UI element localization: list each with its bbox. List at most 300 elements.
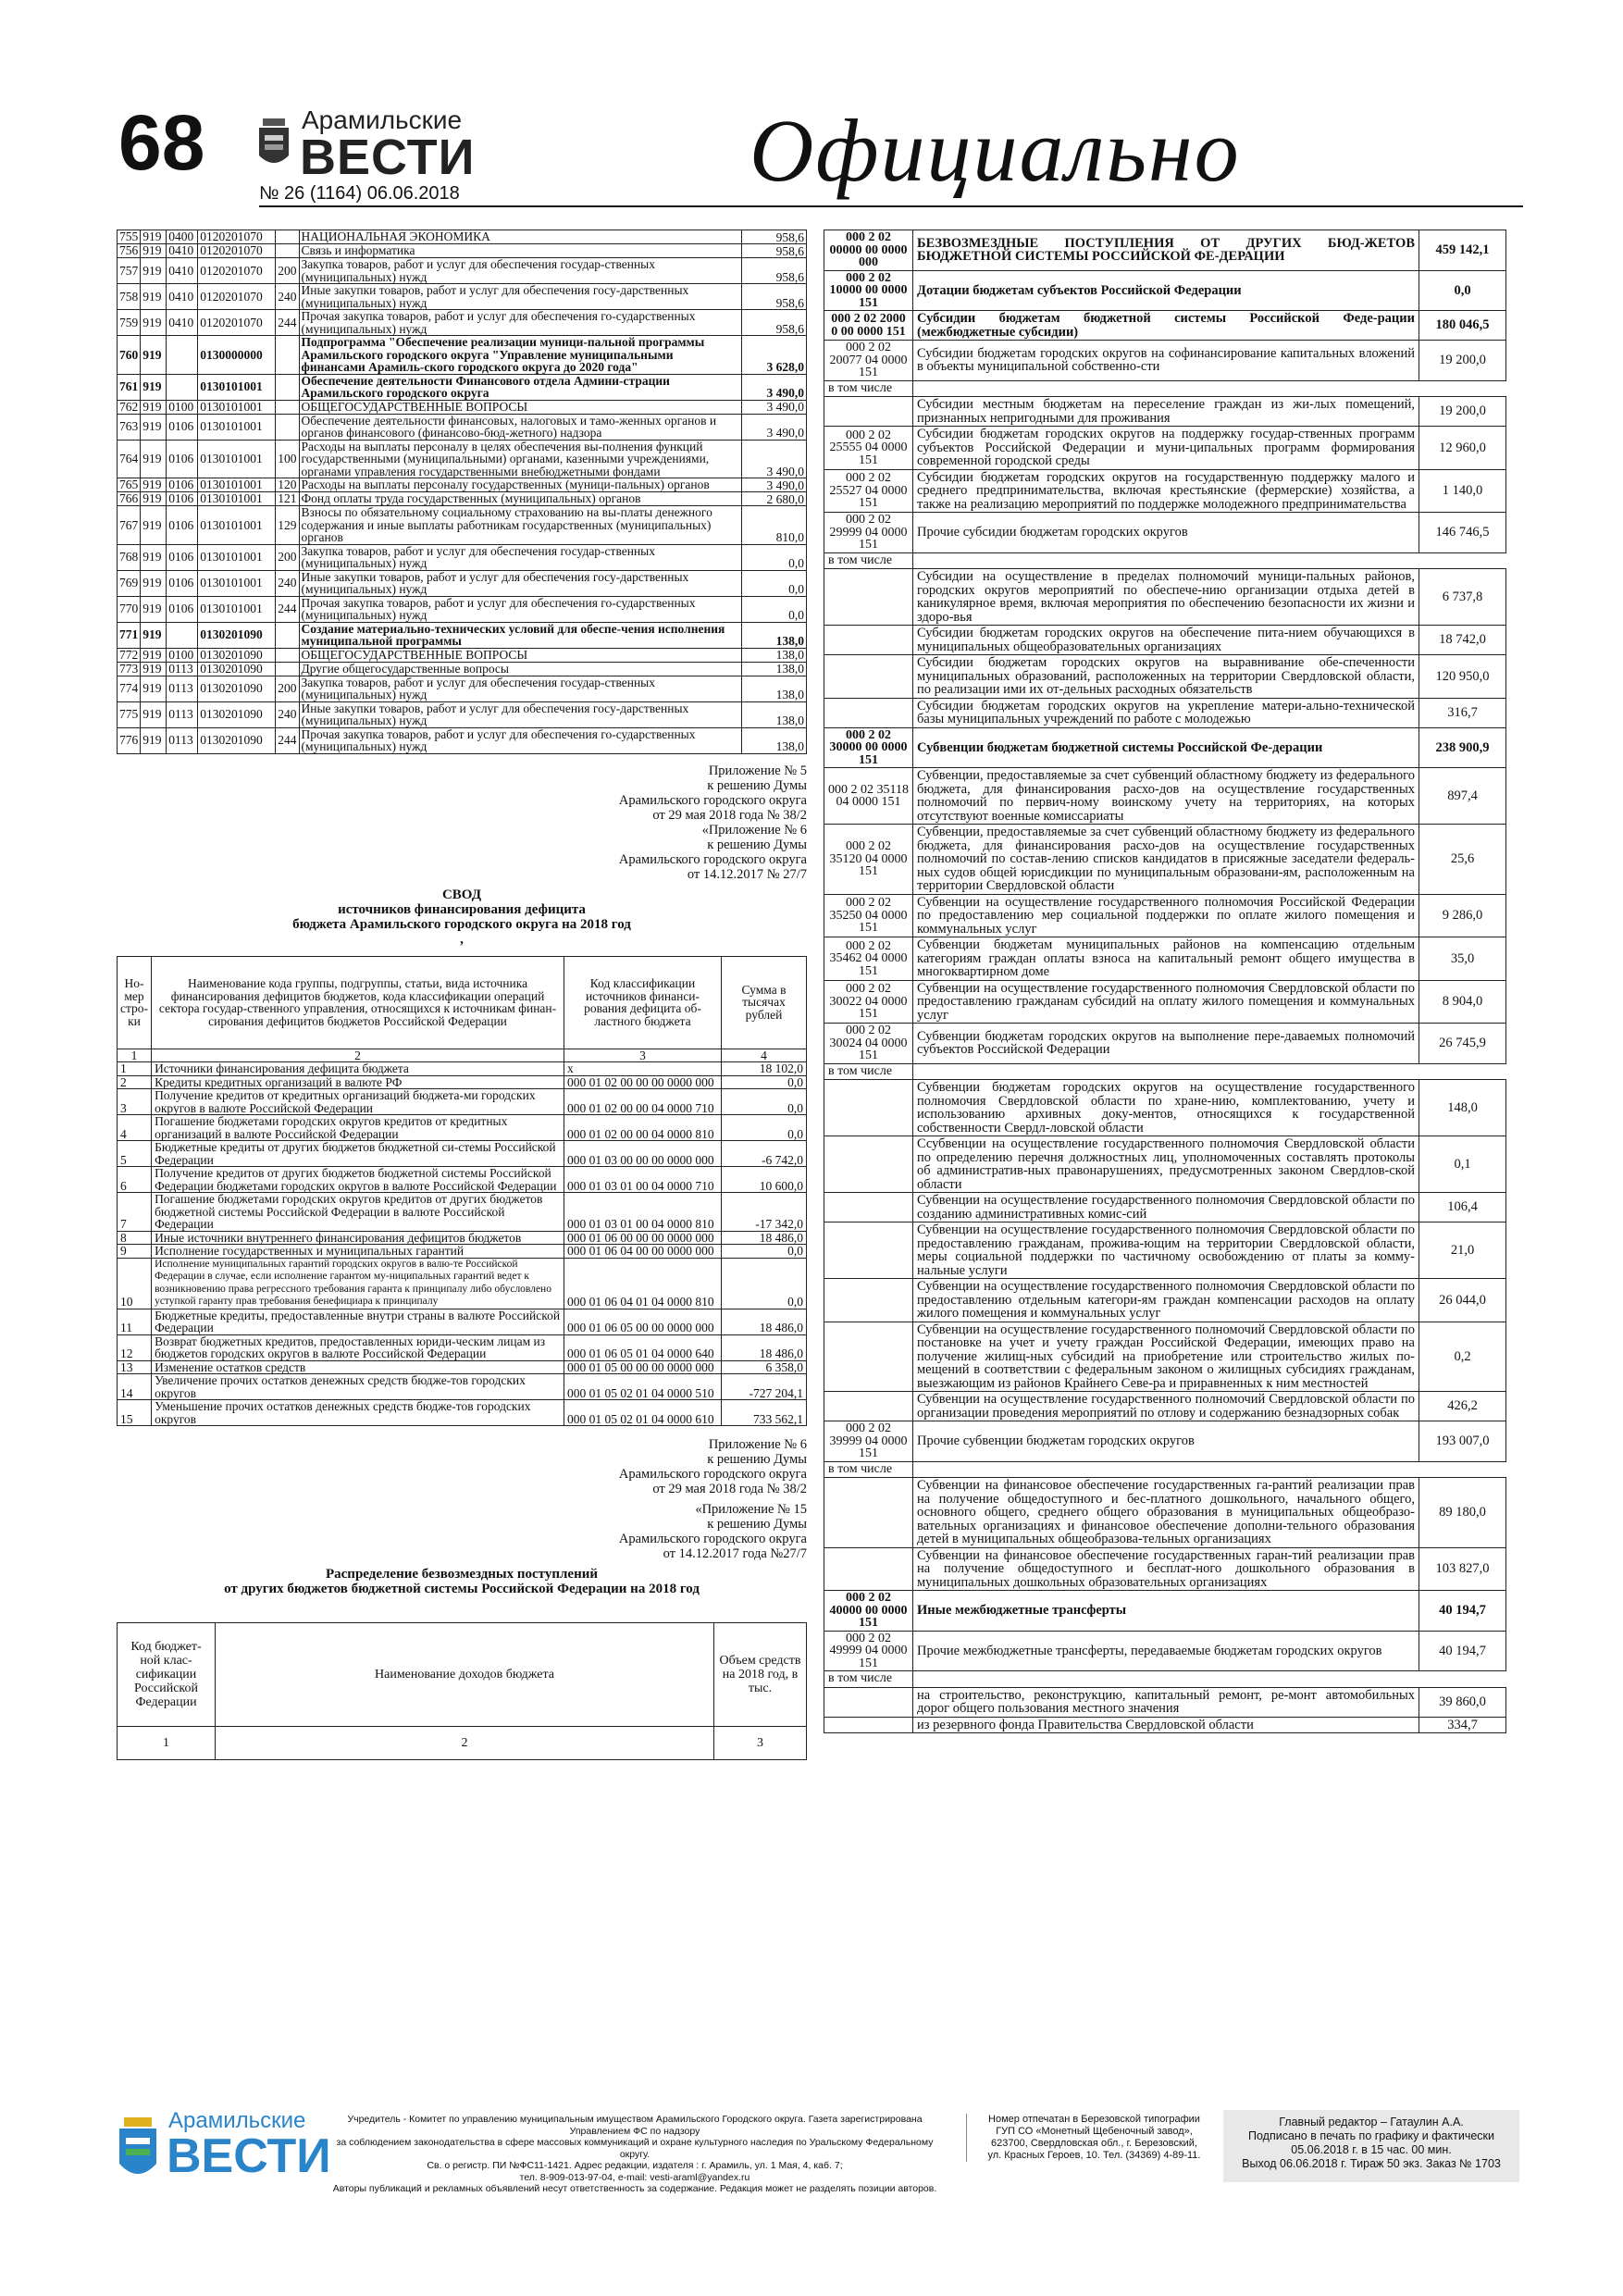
source-code: 000 01 06 05 00 00 0000 000 <box>564 1309 722 1334</box>
note-line: Приложение № 6 <box>708 1437 807 1452</box>
source-name: Получение кредитов от кредитных организаций бюджета-ми городских округов в валюте Российской Федерации <box>152 1089 564 1115</box>
amount: 18 486,0 <box>722 1309 807 1334</box>
title-line: Распределение безвозмездных поступлений <box>325 1567 599 1582</box>
budget-code <box>824 1687 913 1717</box>
amount: 39 860,0 <box>1419 1687 1506 1717</box>
target-code: 0130101001 <box>198 400 276 414</box>
table-row <box>824 698 1506 727</box>
expense-type: 244 <box>276 596 299 622</box>
info-line: Подписано в печать по графику и фактически <box>1248 2129 1494 2142</box>
table-row <box>118 336 807 375</box>
info-line: Учредитель - Комитет по управлению муниципальным имуществом Арамильского Городского округа. Газета зарегистрирована Управлением ФС по надзору <box>347 2114 923 2137</box>
budget-code <box>824 1478 913 1548</box>
target-code: 0130201090 <box>198 662 276 676</box>
table-row <box>118 440 807 478</box>
table-row <box>824 1671 1506 1688</box>
target-code: 0130101001 <box>198 440 276 478</box>
table-row <box>824 1024 1506 1064</box>
row-number: 13 <box>118 1360 152 1374</box>
budget-code: 000 2 02 30022 04 0000 151 <box>824 980 913 1024</box>
table-row <box>824 569 1506 626</box>
expense-type: 129 <box>276 506 299 545</box>
footer-logo-line1: Арамильские <box>168 2108 306 2133</box>
budget-code: 000 2 02 25555 04 0000 151 <box>824 427 913 470</box>
table-row <box>824 1080 1506 1136</box>
amount: 19 200,0 <box>1419 397 1506 427</box>
row-number: 9 <box>118 1245 152 1259</box>
budget-code <box>824 1279 913 1322</box>
item-name: Расходы на выплаты персоналу государственных (муници-пальных) органов <box>299 478 742 492</box>
item-name: Иные закупки товаров, работ и услуг для обеспечения госу-дарственных (муниципальных) нужд <box>299 570 742 596</box>
amount: -17 342,0 <box>722 1193 807 1232</box>
budget-code: 000 2 02 00000 00 0000 000 <box>824 230 913 271</box>
col-index: 2 <box>216 1727 714 1760</box>
income-name: Субвенции на финансовое обеспечение государственных гаран-тий реализации прав на получение общедоступного и бесплат-ного дошкольного образования в муниципальных дошкольных образовательных организациях <box>913 1547 1419 1591</box>
note-line: к решению Думы <box>707 837 807 852</box>
budget-code <box>824 569 913 626</box>
info-line: тел. 8-909-013-97-04, e-mail: vesti-araml@yandex.ru <box>519 2171 750 2183</box>
row-number: 760 <box>118 336 141 375</box>
item-name: Закупка товаров, работ и услуг для обеспечения государ-ственных (муниципальных) нужд <box>299 544 742 570</box>
table-row <box>118 570 807 596</box>
info-line: 05.06.2018 г. в 15 час. 00 мин. <box>1291 2143 1452 2156</box>
empty-cell <box>913 1063 1506 1080</box>
issue-number: № 26 (1164) 06.06.2018 <box>259 183 460 204</box>
empty-cell <box>913 1671 1506 1688</box>
coat-of-arms-icon <box>255 115 292 172</box>
ministry-code: 919 <box>141 310 167 336</box>
row-number: 4 <box>118 1115 152 1141</box>
budget-code: 000 2 02 35250 04 0000 151 <box>824 894 913 937</box>
amount: 238 900,9 <box>1419 727 1506 768</box>
table-row <box>824 427 1506 470</box>
item-name: Иные закупки товаров, работ и услуг для обеспечения госу-дарственных (муниципальных) нужд <box>299 701 742 727</box>
income-name: Субсидии на осуществление в пределах полномочий муници-пальных районов, городских округов мероприятий по обеспече-нию организации отдыха детей в каникулярное время, включая мероприятия по обеспечению безопасности их жизни и здоро-вья <box>913 569 1419 626</box>
budget-code: 000 2 02 29999 04 0000 151 <box>824 513 913 553</box>
section-code: 0106 <box>167 492 198 506</box>
col-index: 1 <box>118 1049 152 1062</box>
deficit-sources-table <box>117 956 807 1427</box>
amount: 0,0 <box>722 1089 807 1115</box>
section-code: 0106 <box>167 544 198 570</box>
title-line: СВОД <box>441 887 482 902</box>
amount: 12 960,0 <box>1419 427 1506 470</box>
source-name: Увеличение прочих остатков денежных средств бюдже-тов городских округов <box>152 1374 564 1400</box>
table-row <box>824 341 1506 381</box>
budget-code <box>824 1193 913 1222</box>
col-header: Код бюджет-ной клас-сификации Российской Федерации <box>118 1623 216 1727</box>
row-number: 757 <box>118 258 141 284</box>
source-code: 000 01 06 04 00 00 0000 000 <box>564 1245 722 1259</box>
row-number: 775 <box>118 701 141 727</box>
target-code: 0130101001 <box>198 544 276 570</box>
table-row <box>824 552 1506 569</box>
income-name: Субвенции на осуществление государственного полномочия Свердловской области по предоставлению гражданам, прожива-ющим на территории Свердловской области, меры социальной поддержки по частичному освобождению от платы за комму-нальные услуги <box>913 1222 1419 1279</box>
table-row <box>824 1136 1506 1193</box>
amount: 40 194,7 <box>1419 1631 1506 1671</box>
source-name: Изменение остатков средств <box>152 1360 564 1374</box>
subheading: в том числе <box>824 1671 913 1688</box>
table-row <box>824 1631 1506 1671</box>
budget-code: 000 2 02 20077 04 0000 151 <box>824 341 913 381</box>
table-row <box>118 1245 807 1259</box>
row-number: 776 <box>118 727 141 753</box>
logo-line1: Арамильские <box>302 105 463 134</box>
table-row <box>824 894 1506 937</box>
budget-code: 000 2 02 30000 00 0000 151 <box>824 727 913 768</box>
logo-line2: ВЕСТИ <box>300 130 476 185</box>
amount: 958,6 <box>742 258 807 284</box>
ministry-code: 919 <box>141 701 167 727</box>
source-name: Исполнение муниципальных гарантий городских округов в валю-те Российской Федерации в случае, если исполнение гарантом му-ниципальных гарантий ведет к возникновению права регрессного требования гаранта к принципалу либо обусловлено уступкой гаранту прав требования бенефициара к принципалу <box>152 1258 564 1309</box>
info-line: Номер отпечатан в Березовской типографии <box>988 2114 1200 2125</box>
budget-code <box>824 1392 913 1421</box>
amount: 138,0 <box>742 701 807 727</box>
table-row <box>118 596 807 622</box>
amount: 3 490,0 <box>742 414 807 440</box>
footer-logo-line2: ВЕСТИ <box>167 2129 331 2183</box>
item-name: ОБЩЕГОСУДАРСТВЕННЫЕ ВОПРОСЫ <box>299 400 742 414</box>
item-name: Обеспечение деятельности финансовых, налоговых и тамо-женных органов и органов финансового (финансово-бюд-жетного) надзора <box>299 414 742 440</box>
info-line: ул. Красных Героев, 10. Тел. (34369) 4-89-11. <box>987 2150 1201 2161</box>
row-number: 761 <box>118 374 141 400</box>
table-row <box>824 1193 1506 1222</box>
target-code: 0120201070 <box>198 258 276 284</box>
item-name: Подпрограмма "Обеспечение реализации муници-пальной программы Арамильского городского округа "Управление муниципальными финансами Арамиль-ского городского округа до 2020 года" <box>299 336 742 375</box>
income-name: Субвенции бюджетам городских округов на осуществление государственного полномочия Свердловской области по хране-нию, комплектованию, учету и использованию архивных доку-ментов, относящихся к государственной собственности Свердл-ловской области <box>913 1080 1419 1136</box>
row-number: 758 <box>118 284 141 310</box>
info-line: Св. о регистр. ПИ №ФС11-1421. Адрес редакции, издателя : г. Арамиль, ул. 1 Мая, 4, каб. 7; <box>427 2160 843 2171</box>
amount: 3 490,0 <box>742 374 807 400</box>
ministry-code: 919 <box>141 478 167 492</box>
source-name: Получение кредитов от других бюджетов бюджетной системы Российской Федерации бюджетами городских округов в валюте Российской Федерации <box>152 1167 564 1193</box>
table-row <box>824 1547 1506 1591</box>
amount: 0,0 <box>722 1258 807 1309</box>
income-name: Субвенции на осуществление государственного полномочия Свердловской области по предоставлению отдельным категори-ям граждан компенсации расходов на оплату жилого помещения и коммунальных услуг <box>913 1279 1419 1322</box>
budget-code <box>824 1222 913 1279</box>
source-name: Возврат бюджетных кредитов, предоставленных юриди-ческим лицам из бюджетов городских округов в валюте Российской Федерации <box>152 1334 564 1360</box>
svod-title <box>117 887 807 947</box>
amount: 426,2 <box>1419 1392 1506 1421</box>
target-code: 0130201090 <box>198 622 276 648</box>
table-row <box>824 1687 1506 1717</box>
row-number: 7 <box>118 1193 152 1232</box>
table-row <box>824 1322 1506 1392</box>
table-row <box>824 1478 1506 1548</box>
note-line: от 29 мая 2018 года № 38/2 <box>652 1482 807 1496</box>
section-code: 0113 <box>167 701 198 727</box>
info-line: ГУП СО «Монетный Щебеночный завод», <box>996 2126 1193 2137</box>
target-code: 0130101001 <box>198 492 276 506</box>
left-column <box>117 230 807 1760</box>
row-number: 763 <box>118 414 141 440</box>
amount: 0,0 <box>1419 270 1506 311</box>
amount: 897,4 <box>1419 768 1506 825</box>
amount: 958,6 <box>742 244 807 258</box>
row-number: 12 <box>118 1334 152 1360</box>
ministry-code: 919 <box>141 374 167 400</box>
amount: 103 827,0 <box>1419 1547 1506 1591</box>
table-row <box>118 1141 807 1167</box>
amount: 26 745,9 <box>1419 1024 1506 1064</box>
target-code: 0130101001 <box>198 570 276 596</box>
budget-code: 000 2 02 35462 04 0000 151 <box>824 937 913 981</box>
section-code: 0106 <box>167 506 198 545</box>
table-row <box>118 506 807 545</box>
note-line: Арамильского городского округа <box>618 792 807 808</box>
expense-type: 200 <box>276 544 299 570</box>
income-name: Прочие межбюджетные трансферты, передаваемые бюджетам городских округов <box>913 1631 1419 1671</box>
page-number: 68 <box>118 99 205 186</box>
target-code: 0120201070 <box>198 244 276 258</box>
target-code: 0130000000 <box>198 336 276 375</box>
source-code: 000 01 02 00 00 04 0000 810 <box>564 1115 722 1141</box>
section-code: 0100 <box>167 648 198 662</box>
table-row <box>824 397 1506 427</box>
income-name: Субвенции бюджетам городских округов на выполнение пере-даваемых полномочий субъектов Российской Федерации <box>913 1024 1419 1064</box>
income-name: Иные межбюджетные трансферты <box>913 1591 1419 1632</box>
budget-code <box>824 1080 913 1136</box>
amount: 9 286,0 <box>1419 894 1506 937</box>
income-name: Субсидии бюджетам городских округов на софинансирование капитальных вложений в объекты муниципальной собственно-сти <box>913 341 1419 381</box>
amount: 26 044,0 <box>1419 1279 1506 1322</box>
target-code: 0130101001 <box>198 374 276 400</box>
income-name: Субвенции на осуществление государственного полномочий Свердловской области по постановке на учет и учету граждан Российской Федерации, имеющих право на получение жилищ-ных субсидий на приобретение или строительство жилых по-мещений в соответствии с федеральным законом о жилищных субсидиях гражданам, выезжающим из районов Крайнего Севе-ра и приравненных к ним местностей <box>913 1322 1419 1392</box>
row-number: 769 <box>118 570 141 596</box>
header-rule <box>259 205 1523 207</box>
budget-code: 000 2 02 10000 00 0000 151 <box>824 270 913 311</box>
section-code <box>167 374 198 400</box>
source-name: Иные источники внутреннего финансирования дефицитов бюджетов <box>152 1231 564 1245</box>
amount: 0,0 <box>722 1245 807 1259</box>
ministry-code: 919 <box>141 258 167 284</box>
table-row <box>118 1258 807 1309</box>
section-code: 0106 <box>167 570 198 596</box>
info-line: 623700, Свердловская обл., г. Березовский, <box>991 2138 1197 2149</box>
table-row <box>118 676 807 701</box>
expense-type <box>276 230 299 244</box>
item-name: Обеспечение деятельности Финансового отдела Админи-страции Арамильского городского округа <box>299 374 742 400</box>
table-row <box>824 1717 1506 1733</box>
expense-type <box>276 622 299 648</box>
amount: 138,0 <box>742 662 807 676</box>
ministry-code: 919 <box>141 400 167 414</box>
amount: 10 600,0 <box>722 1167 807 1193</box>
income-name: Субсидии бюджетам городских округов на государственную поддержку малого и среднего предпринимательства, включая крестьянские (фермерские) хозяйства, а также на реализацию мероприятий по поддержке молодежного предпринимательства <box>913 469 1419 513</box>
row-number: 772 <box>118 648 141 662</box>
source-code: 000 01 05 02 01 04 0000 610 <box>564 1400 722 1426</box>
target-code: 0130101001 <box>198 414 276 440</box>
expense-type: 244 <box>276 310 299 336</box>
ministry-code: 919 <box>141 414 167 440</box>
table-row <box>118 1062 807 1076</box>
income-name: из резервного фонда Правительства Свердловской области <box>913 1717 1419 1733</box>
expense-type <box>276 414 299 440</box>
amount: 0,1 <box>1419 1136 1506 1193</box>
note-line: от 29 мая 2018 года № 38/2 <box>652 807 807 823</box>
expense-type: 100 <box>276 440 299 478</box>
col-index: 2 <box>152 1049 564 1062</box>
col-header: Объем средств на 2018 год, в тыс. <box>714 1623 807 1727</box>
subheading: в том числе <box>824 380 913 397</box>
source-code: 000 01 05 02 01 04 0000 510 <box>564 1374 722 1400</box>
title-line: бюджета Арамильского городского округа на 2018 год <box>292 916 631 932</box>
amount: 6 737,8 <box>1419 569 1506 626</box>
item-name: Прочая закупка товаров, работ и услуг для обеспечения го-сударственных (муниципальных) нужд <box>299 310 742 336</box>
info-line: Авторы публикаций и рекламных объявлений несут ответственность за содержание. Редакция может не разделять позиции авторов. <box>332 2183 937 2194</box>
source-code: 000 01 06 00 00 00 0000 000 <box>564 1231 722 1245</box>
item-name: Создание материально-технических условий для обеспе-чения исполнения муниципальной программы <box>299 622 742 648</box>
item-name: Связь и информатика <box>299 244 742 258</box>
right-column <box>824 230 1506 1733</box>
ministry-code: 919 <box>141 727 167 753</box>
section-code: 0410 <box>167 244 198 258</box>
section-code <box>167 622 198 648</box>
expense-type: 120 <box>276 478 299 492</box>
transfers-table <box>824 230 1506 1733</box>
table-row <box>118 492 807 506</box>
masthead-logo <box>255 105 477 185</box>
ministry-code: 919 <box>141 440 167 478</box>
budget-code: 000 2 02 35118 04 0000 151 <box>824 768 913 825</box>
raspr-header-table <box>117 1622 807 1760</box>
table-row <box>118 1360 807 1374</box>
empty-cell <box>913 380 1506 397</box>
target-code: 0120201070 <box>198 310 276 336</box>
table-row <box>118 374 807 400</box>
footer-logo <box>115 2106 331 2199</box>
budget-code: 000 2 02 39999 04 0000 151 <box>824 1421 913 1462</box>
source-name: Погашение бюджетами городских округов кредитов от кредитных организаций в валюте Российской Федерации <box>152 1115 564 1141</box>
table-row <box>118 258 807 284</box>
col-header: Наименование доходов бюджета <box>216 1623 714 1727</box>
table-row <box>118 1334 807 1360</box>
amount: 958,6 <box>742 230 807 244</box>
note-line: «Приложение № 15 <box>695 1502 807 1517</box>
income-name: Субвенции, предоставляемые за счет субвенций областному бюджету из федерального бюджета, для финансирования расхо-дов на осуществление государственных полномочий по первич-ному воинскому учету на территориях, на которых отсутствуют военные комиссариаты <box>913 768 1419 825</box>
amount: 146 746,5 <box>1419 513 1506 553</box>
table-row <box>118 1075 807 1089</box>
income-name: Субвенции на осуществление государственного полномочий Свердловской области по организации проведения мероприятий по отлову и содержанию безнадзорных собак <box>913 1392 1419 1421</box>
table-row <box>824 626 1506 655</box>
note-line: Арамильского городского округа <box>618 1467 807 1482</box>
row-number: 771 <box>118 622 141 648</box>
expense-type <box>276 336 299 375</box>
income-name: Ссубвенции на осуществление государственного полномочия Свердловской области по определению перечня должностных лиц, уполномоченных составлять протоколы об административ-ных правонарушениях, предусмотренных законом Свердлов-ской области <box>913 1136 1419 1193</box>
amount: 138,0 <box>742 727 807 753</box>
appendix6-note <box>117 1437 807 1561</box>
item-name: Закупка товаров, работ и услуг для обеспечения государ-ственных (муниципальных) нужд <box>299 676 742 701</box>
section-code: 0106 <box>167 414 198 440</box>
expense-type <box>276 400 299 414</box>
amount: 40 194,7 <box>1419 1591 1506 1632</box>
table-row <box>118 284 807 310</box>
income-name: Прочие субсидии бюджетам городских округов <box>913 513 1419 553</box>
row-number: 755 <box>118 230 141 244</box>
amount: -727 204,1 <box>722 1374 807 1400</box>
budget-code: 000 2 02 25527 04 0000 151 <box>824 469 913 513</box>
table-row <box>118 701 807 727</box>
appendix5-note <box>117 763 807 882</box>
note-line: Арамильского городского округа <box>618 1532 807 1546</box>
amount: 316,7 <box>1419 698 1506 727</box>
section-code: 0410 <box>167 310 198 336</box>
note-line: к решению Думы <box>707 1517 807 1532</box>
table-row <box>118 1400 807 1426</box>
row-number: 774 <box>118 676 141 701</box>
col-index: 4 <box>722 1049 807 1062</box>
table-row <box>118 1231 807 1245</box>
row-number: 773 <box>118 662 141 676</box>
source-code: 000 01 03 01 00 04 0000 810 <box>564 1193 722 1232</box>
amount: 733 562,1 <box>722 1400 807 1426</box>
ministry-code: 919 <box>141 336 167 375</box>
source-code: 000 01 02 00 00 04 0000 710 <box>564 1089 722 1115</box>
item-name: ОБЩЕГОСУДАРСТВЕННЫЕ ВОПРОСЫ <box>299 648 742 662</box>
budget-code: 000 2 02 49999 04 0000 151 <box>824 1631 913 1671</box>
budget-code <box>824 1717 913 1733</box>
table-row <box>824 1279 1506 1322</box>
amount: 8 904,0 <box>1419 980 1506 1024</box>
table-row <box>118 662 807 676</box>
budget-code <box>824 698 913 727</box>
table-row <box>118 622 807 648</box>
table-row <box>824 469 1506 513</box>
note-line: к решению Думы <box>707 777 807 793</box>
source-name: Кредиты кредитных организаций в валюте РФ <box>152 1075 564 1089</box>
expense-type: 240 <box>276 570 299 596</box>
ministry-code: 919 <box>141 596 167 622</box>
col-index: 3 <box>564 1049 722 1062</box>
row-number: 5 <box>118 1141 152 1167</box>
note-line: Арамильского городского округа <box>618 851 807 867</box>
amount: 138,0 <box>742 648 807 662</box>
table-row <box>118 1374 807 1400</box>
printing-info <box>966 2114 1216 2162</box>
item-name: Другие общегосударственные вопросы <box>299 662 742 676</box>
table-row <box>824 980 1506 1024</box>
amount: 0,2 <box>1419 1322 1506 1392</box>
amount: 0,0 <box>742 544 807 570</box>
ministry-code: 919 <box>141 230 167 244</box>
amount: 1 140,0 <box>1419 469 1506 513</box>
section-code <box>167 336 198 375</box>
table-row <box>824 1591 1506 1632</box>
table-row <box>824 727 1506 768</box>
amount: 3 490,0 <box>742 440 807 478</box>
col-header: Но-мер стро-ки <box>118 956 152 1049</box>
expense-type: 121 <box>276 492 299 506</box>
title-line: , <box>460 931 464 947</box>
amount: 180 046,5 <box>1419 311 1506 341</box>
budget-code: 000 2 02 35120 04 0000 151 <box>824 825 913 895</box>
source-code: 000 01 03 00 00 00 0000 000 <box>564 1141 722 1167</box>
amount: 18 486,0 <box>722 1334 807 1360</box>
table-row <box>824 230 1506 271</box>
amount: 138,0 <box>742 676 807 701</box>
amount: 3 490,0 <box>742 478 807 492</box>
table-row <box>824 513 1506 553</box>
amount: 3 490,0 <box>742 400 807 414</box>
row-number: 759 <box>118 310 141 336</box>
amount: 18 742,0 <box>1419 626 1506 655</box>
amount: 19 200,0 <box>1419 341 1506 381</box>
income-name: Субсидии бюджетам городских округов на обеспечение пита-нием обучающихся в муниципальных общеобразовательных организациях <box>913 626 1419 655</box>
publisher-info <box>329 2114 940 2195</box>
section-code: 0113 <box>167 727 198 753</box>
income-name: Субсидии местным бюджетам на переселение граждан из жи-лых помещений, признанных непригодными для проживания <box>913 397 1419 427</box>
ministry-code: 919 <box>141 244 167 258</box>
